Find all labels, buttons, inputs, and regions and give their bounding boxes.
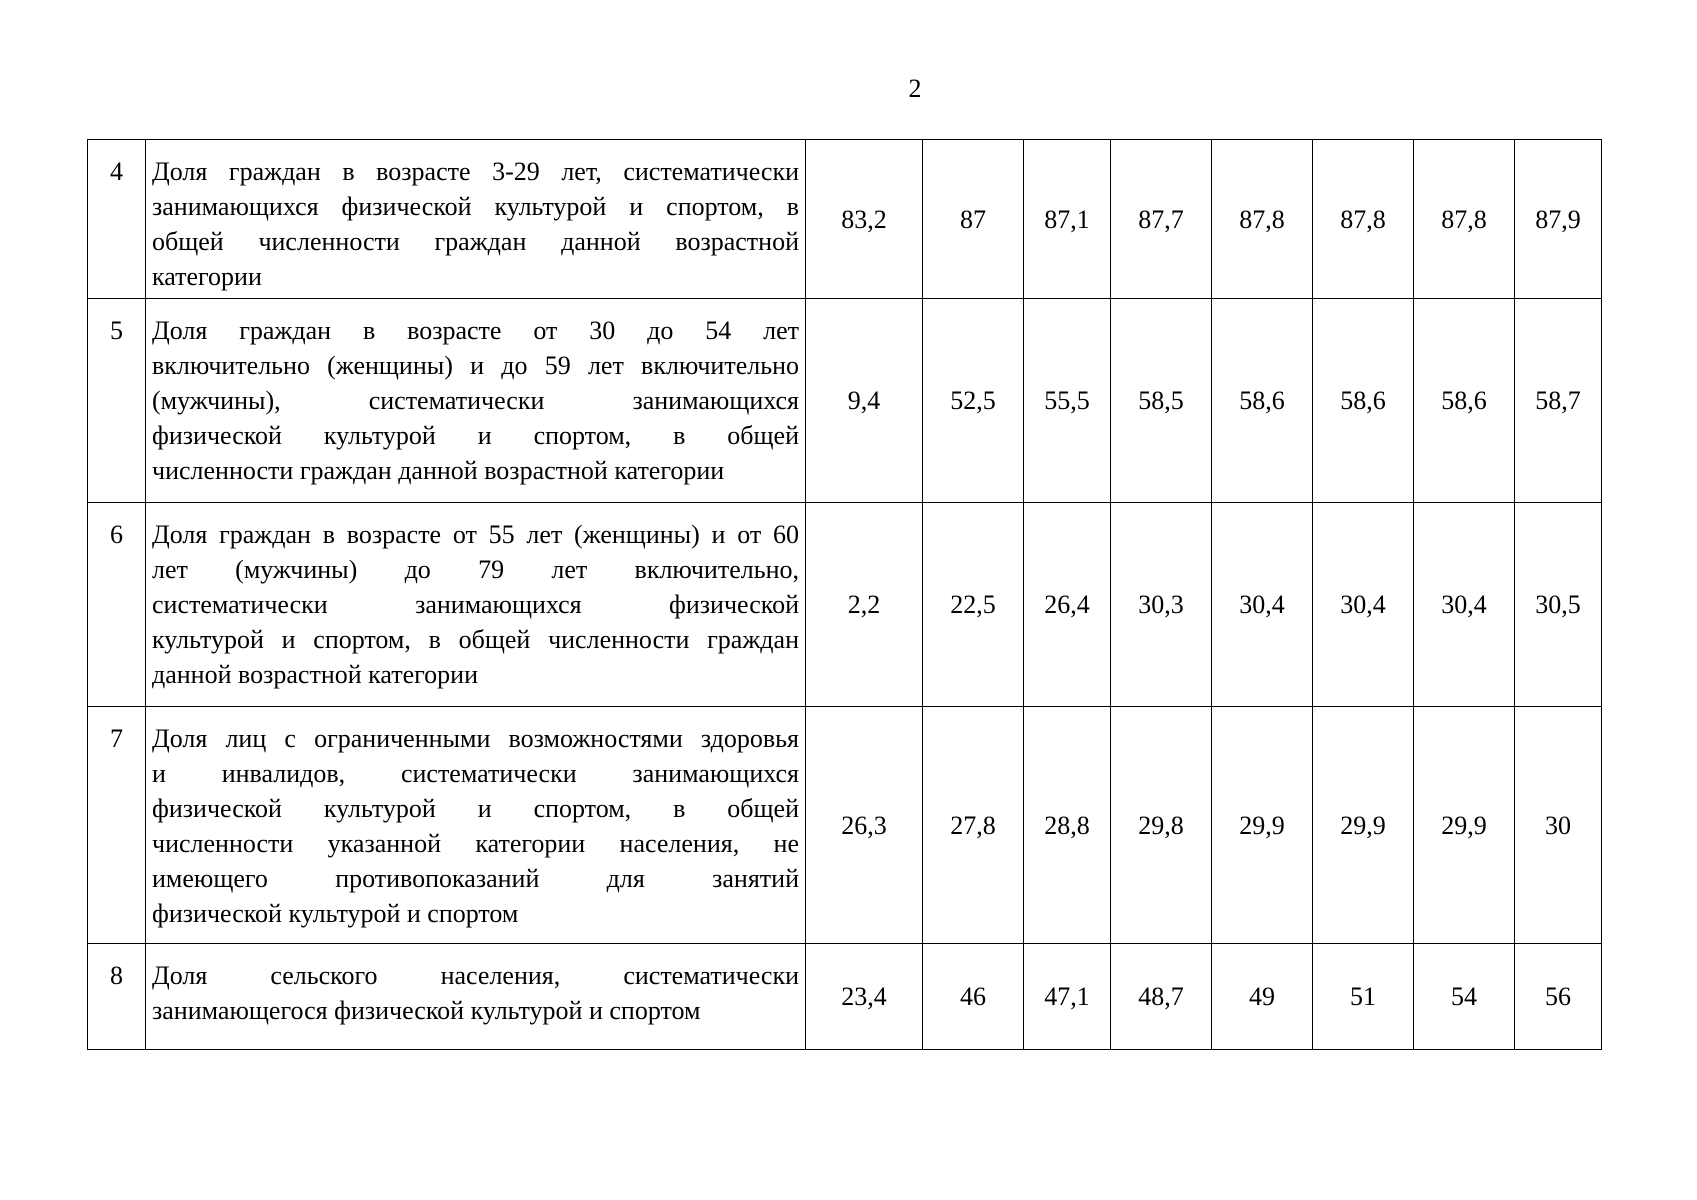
indicator-value: 58,6 [1414, 299, 1515, 503]
indicator-description [146, 707, 806, 944]
table-row [88, 944, 1602, 1050]
description-line: имеющего противопоказаний для занятий [152, 864, 799, 893]
indicator-value: 28,8 [1024, 707, 1111, 944]
indicator-value: 58,5 [1111, 299, 1212, 503]
indicator-value: 87,7 [1111, 140, 1212, 299]
description-line: Доля граждан в возрасте от 55 лет (женщины) и от 60 [152, 520, 799, 549]
indicator-value: 23,4 [806, 944, 923, 1050]
description-line: занимающегося физической культурой и спортом [152, 996, 701, 1025]
indicator-value: 30,4 [1212, 503, 1313, 707]
indicator-value: 29,9 [1414, 707, 1515, 944]
page-number: 2 [908, 74, 922, 103]
table-row [88, 299, 1602, 503]
indicator-value: 9,4 [806, 299, 923, 503]
description-line: категории [152, 262, 262, 291]
indicator-value: 48,7 [1111, 944, 1212, 1050]
indicator-value: 46 [923, 944, 1024, 1050]
description-line: Доля граждан в возрасте 3-29 лет, систематически [152, 157, 799, 186]
indicator-description [146, 944, 806, 1050]
indicator-value: 56 [1515, 944, 1602, 1050]
table-row [88, 707, 1602, 944]
indicator-value: 58,6 [1313, 299, 1414, 503]
indicator-value: 27,8 [923, 707, 1024, 944]
indicator-value: 55,5 [1024, 299, 1111, 503]
description-line: занимающихся физической культурой и спортом, в [152, 192, 799, 221]
description-line: Доля сельского населения, систематически [152, 961, 799, 990]
description-line: лет (мужчины) до 79 лет включительно, [152, 555, 799, 584]
indicator-value: 49 [1212, 944, 1313, 1050]
description-line: (мужчины), систематически занимающихся [152, 386, 799, 415]
indicator-description [146, 140, 806, 299]
description-line: систематически занимающихся физической [152, 590, 799, 619]
indicator-value: 30 [1515, 707, 1602, 944]
indicator-value: 26,4 [1024, 503, 1111, 707]
description-line: физической культурой и спортом, в общей [152, 794, 799, 823]
indicator-description [146, 503, 806, 707]
indicator-value: 58,7 [1515, 299, 1602, 503]
indicator-value: 30,3 [1111, 503, 1212, 707]
row-number: 8 [88, 944, 146, 1050]
row-number: 7 [88, 707, 146, 944]
indicator-value: 87 [923, 140, 1024, 299]
indicator-value: 87,8 [1414, 140, 1515, 299]
row-number: 6 [88, 503, 146, 707]
indicator-value: 87,9 [1515, 140, 1602, 299]
description-line: физической культурой и спортом [152, 899, 519, 928]
table-row [88, 503, 1602, 707]
description-line: культурой и спортом, в общей численности граждан [152, 625, 799, 654]
indicator-value: 30,4 [1414, 503, 1515, 707]
row-number: 5 [88, 299, 146, 503]
indicator-value: 83,2 [806, 140, 923, 299]
indicator-value: 29,8 [1111, 707, 1212, 944]
indicator-value: 54 [1414, 944, 1515, 1050]
table-row [88, 140, 1602, 299]
indicator-value: 52,5 [923, 299, 1024, 503]
indicator-value: 58,6 [1212, 299, 1313, 503]
indicator-value: 30,5 [1515, 503, 1602, 707]
description-line: численности указанной категории населения, не [152, 829, 799, 858]
row-number: 4 [88, 140, 146, 299]
description-line: данной возрастной категории [152, 660, 479, 689]
indicator-value: 26,3 [806, 707, 923, 944]
indicator-value: 47,1 [1024, 944, 1111, 1050]
indicator-description [146, 299, 806, 503]
description-line: включительно (женщины) и до 59 лет включительно [152, 351, 799, 380]
indicator-value: 87,1 [1024, 140, 1111, 299]
indicators-table [87, 139, 1602, 1050]
description-line: Доля граждан в возрасте от 30 до 54 лет [152, 316, 799, 345]
indicator-value: 22,5 [923, 503, 1024, 707]
indicator-value: 29,9 [1313, 707, 1414, 944]
description-line: физической культурой и спортом, в общей [152, 421, 799, 450]
indicator-value: 30,4 [1313, 503, 1414, 707]
indicator-value: 87,8 [1212, 140, 1313, 299]
description-line: численности граждан данной возрастной категории [152, 456, 725, 485]
indicator-value: 87,8 [1313, 140, 1414, 299]
description-line: Доля лиц с ограниченными возможностями здоровья [152, 724, 799, 753]
description-line: и инвалидов, систематически занимающихся [152, 759, 799, 788]
description-line: общей численности граждан данной возрастной [152, 227, 799, 256]
indicator-value: 51 [1313, 944, 1414, 1050]
indicator-value: 2,2 [806, 503, 923, 707]
indicator-value: 29,9 [1212, 707, 1313, 944]
